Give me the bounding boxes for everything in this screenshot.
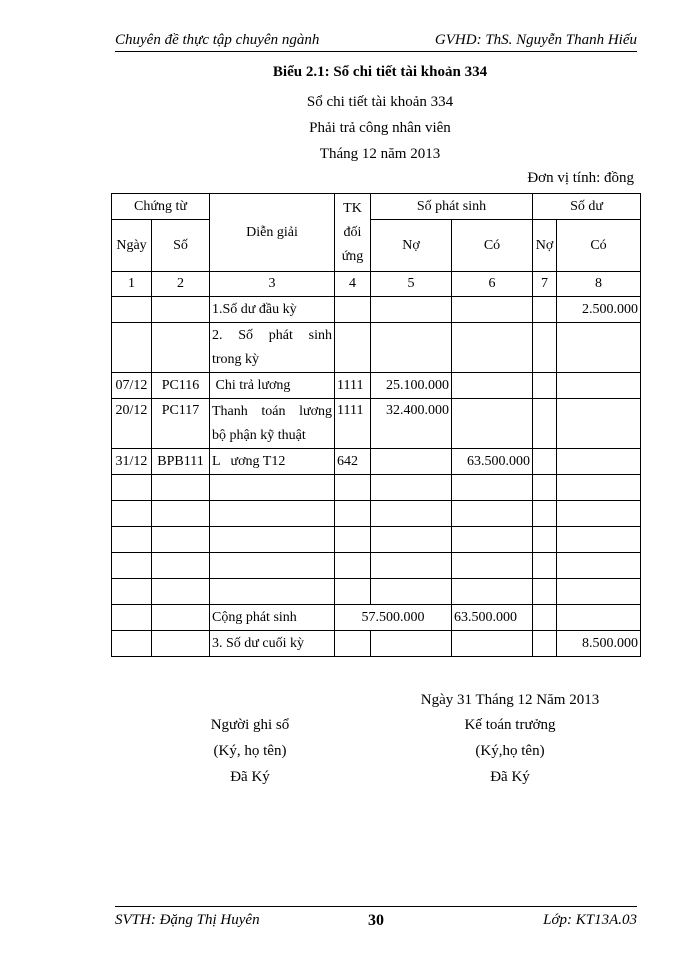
col-head-so-phat-sinh: Số phát sinh	[371, 194, 533, 220]
col-number: 1	[112, 272, 152, 297]
cell-no: 32.400.000	[371, 399, 452, 449]
cell-co	[452, 399, 533, 449]
cell-co: 63.500.000	[452, 449, 533, 475]
header-rule	[115, 51, 637, 52]
total-no: 57.500.000	[335, 605, 452, 631]
cell-du-no	[533, 399, 557, 449]
sign-right-signed: Đã Ký	[490, 769, 530, 785]
cell-desc: 1.Số dư đầu kỳ	[210, 297, 335, 323]
col-head-chung-tu: Chứng từ	[112, 194, 210, 220]
ledger-name: Sổ chi tiết tài khoản 334	[306, 94, 454, 110]
currency-unit: Đơn vị tính: đồng	[527, 170, 634, 186]
col-head-so-du: Số dư	[533, 194, 641, 220]
header-course: Chuyên đề thực tập chuyên ngành	[115, 32, 320, 48]
col-number: 2	[152, 272, 210, 297]
cell-du-co	[557, 323, 641, 373]
cell-desc	[210, 399, 335, 449]
col-head-du-no: Nợ	[533, 220, 557, 272]
col-head-so: Số	[152, 220, 210, 272]
cell-du-no	[533, 449, 557, 475]
col-number: 6	[452, 272, 533, 297]
cell-tk: 1111	[335, 399, 371, 449]
cell-du-no	[533, 323, 557, 373]
cell-desc: L ương T12	[210, 449, 335, 475]
cell-so	[152, 323, 210, 373]
cell-no	[371, 323, 452, 373]
cell-du-no	[533, 373, 557, 399]
cell-so	[152, 297, 210, 323]
cell-co	[452, 323, 533, 373]
ledger-table	[111, 193, 641, 657]
col-number: 5	[371, 272, 452, 297]
col-head-co: Có	[452, 220, 533, 272]
cell-co	[452, 373, 533, 399]
table-row-total	[112, 605, 641, 631]
ledger-period: Tháng 12 năm 2013	[319, 146, 441, 162]
total-co: 63.500.000	[452, 605, 533, 631]
header-supervisor: GVHD: ThS. Nguyễn Thanh Hiếu	[434, 32, 637, 48]
closing-label: 3. Số dư cuối kỳ	[210, 631, 335, 657]
cell-du-co	[557, 399, 641, 449]
page-footer	[115, 912, 637, 932]
column-number-row	[112, 272, 641, 297]
table-row-closing-balance	[112, 631, 641, 657]
sign-date: Ngày 31 Tháng 12 Năm 2013	[420, 692, 600, 708]
col-head-ngay: Ngày	[112, 220, 152, 272]
closing-du-co: 8.500.000	[557, 631, 641, 657]
table-row-empty	[112, 579, 641, 605]
cell-no	[371, 449, 452, 475]
table-row	[112, 373, 641, 399]
header-row-top	[112, 194, 641, 220]
cell-ngay: 20/12	[112, 399, 152, 449]
total-label: Cộng phát sinh	[210, 605, 335, 631]
cell-desc	[210, 323, 335, 373]
cell-so: PC117	[152, 399, 210, 449]
ledger-subject: Phải trả công nhân viên	[309, 120, 451, 136]
col-head-no: Nợ	[371, 220, 452, 272]
cell-ngay: 31/12	[112, 449, 152, 475]
footer-student: SVTH: Đặng Thị Huyên	[115, 912, 260, 928]
sign-left-signed: Đã Ký	[230, 769, 270, 785]
cell-so: BPB111	[152, 449, 210, 475]
table-row-empty	[112, 501, 641, 527]
footer-class: Lớp: KT13A.03	[543, 912, 637, 928]
table-row-empty	[112, 527, 641, 553]
col-head-du-co: Có	[557, 220, 641, 272]
col-head-dien-giai: Diễn giải	[210, 194, 335, 272]
cell-ngay: 07/12	[112, 373, 152, 399]
cell-du-co	[557, 373, 641, 399]
col-number: 7	[533, 272, 557, 297]
cell-du-co	[557, 449, 641, 475]
table-row	[112, 399, 641, 449]
col-number: 3	[210, 272, 335, 297]
sign-left-note: (Ký, họ tên)	[213, 743, 287, 759]
cell-desc-line2: bộ phận kỹ thuật	[212, 427, 306, 443]
cell-du-no	[533, 297, 557, 323]
table-row-opening-balance	[112, 297, 641, 323]
cell-co	[452, 297, 533, 323]
cell-ngay	[112, 323, 152, 373]
table-row-empty	[112, 553, 641, 579]
cell-tk: 642	[335, 449, 371, 475]
col-number: 8	[557, 272, 641, 297]
cell-desc-line1: 2. Số phát sinh	[212, 327, 332, 343]
table-row-empty	[112, 475, 641, 501]
cell-so: PC116	[152, 373, 210, 399]
cell-desc: Chi trả lương	[210, 373, 335, 399]
cell-desc-line2: trong kỳ	[212, 351, 260, 367]
cell-du-co: 2.500.000	[557, 297, 641, 323]
page-number: 30	[368, 912, 384, 929]
cell-tk	[335, 323, 371, 373]
sign-right-note: (Ký,họ tên)	[475, 743, 545, 759]
table-row	[112, 449, 641, 475]
cell-tk	[335, 297, 371, 323]
cell-no: 25.100.000	[371, 373, 452, 399]
col-head-tk-doi-ung: TK đối ứng	[335, 194, 371, 272]
cell-ngay	[112, 297, 152, 323]
page-header	[115, 30, 637, 52]
table-row-in-period	[112, 323, 641, 373]
cell-tk: 1111	[335, 373, 371, 399]
cell-desc-line1: Thanh toán lương	[212, 403, 332, 419]
col-number: 4	[335, 272, 371, 297]
sign-left-title: Người ghi sổ	[210, 717, 290, 733]
header-row-mid	[112, 220, 641, 246]
footer-rule	[115, 906, 637, 907]
cell-no	[371, 297, 452, 323]
sign-right-title: Kế toán trưởng	[464, 717, 556, 733]
document-title: Biểu 2.1: Sổ chi tiết tài khoản 334	[272, 64, 488, 80]
